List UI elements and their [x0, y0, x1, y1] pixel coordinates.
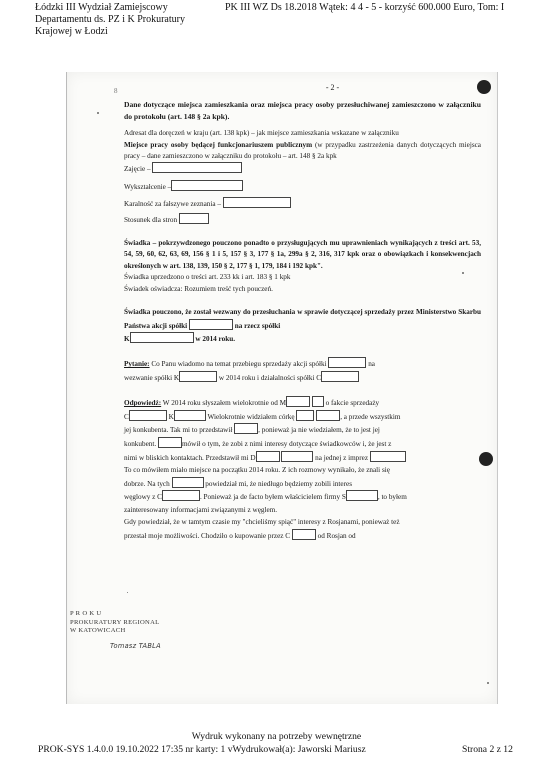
- redaction-box: [129, 410, 167, 421]
- redaction-box: [292, 529, 316, 540]
- redaction-box: [370, 451, 406, 462]
- redaction-box: [174, 410, 206, 421]
- summons-paragraph: Świadka pouczono, że został wezwany do przesłuchania w sprawie dotyczącej sprzedaży przez Ministerstwo Skarbu Państwa akcji spółki na rzecz spółki K w 2014 roku.: [124, 308, 481, 343]
- redaction-box: [234, 423, 258, 434]
- residence-paragraph: Dane dotyczące miejsca zamieszkania oraz miejsca pracy osoby przesłuchiwanej zamieszczono w załączniku do protokołu (art. 148 § 2a kpk).: [124, 100, 481, 121]
- signer-name: Tomasz TABLA: [110, 641, 161, 650]
- redaction-box: [179, 213, 209, 224]
- redaction-box: [286, 396, 310, 407]
- redaction-box: [328, 357, 366, 368]
- field-education: Wykształcenie –: [124, 180, 481, 193]
- delivery-address: Adresat dla doręczeń w kraju (art. 138 kpk) – jak miejsce zamieszkania wskazane w załączniku: [124, 129, 399, 138]
- redaction-box: [158, 437, 182, 448]
- scan-speck: [487, 682, 489, 684]
- answer-paragraph: Odpowiedź: W 2014 roku słyszałem wielokrotnie od M o fakcie sprzedaży C K Wielokrotnie widziałem córkę , a przede wszystkim jej konkubenta. Tak mi to przedstawił , ponieważ ja nie wiedziałem, że to jest jej konkubent. mówił o tym, że zobi z nimi interesy dotyczące świadkowców i, że jest z nimi w bliskich kontaktach. Przedstawił mi D na jednej z imprez To co mówiłem miało miejsce na początku 2014 roku. Z ich rozmowy wynikało, że znali się dobrze. Na tych powiedział mi, że niedługo będziemy zobili interes węglowy z C . Ponieważ ja de facto byłem właścicielem firmy S , to byłem zainteresowany informacjami związanymi z węglem. Gdy powiedział, że w tamtym czasie my "chcieliśmy spiąć" interesy z Rosjanami, ponieważ też przestał moje możliwości. Chodziło o kupowanie przez C od Rosjan od: [124, 396, 481, 543]
- office-line-2: Departamentu ds. PZ i K Prokuratury: [35, 14, 185, 25]
- redaction-box: [281, 451, 313, 462]
- page-counter: Strona 2 z 12: [462, 744, 513, 755]
- field-occupation: Zajęcie –: [124, 162, 481, 175]
- stamp-line-2: PROKURATURY REGIONAL: [70, 618, 160, 626]
- office-line-3: Krajowej w Łodzi: [35, 26, 108, 37]
- field-relation: Stosunek dla stron: [124, 213, 481, 226]
- stamp-line-1: P R O K U: [70, 610, 102, 617]
- rights-paragraph: Świadka – pokrzywdzonego pouczono ponadto o przysługujących mu uprawnieniach wynikających z treści art. 53, 54, 59, 60, 62, 63, 69, 156 § 1 i 5, 157 § 3, 177 § 1a, 299a § 2, 316, 317 kpk oraz o obowiązkach i konsekwencjach określonych w art. 138, 139, 150 § 2, 177 § 1, 179, 184 i 192 kpk".: [124, 239, 481, 270]
- corner-mark: 8: [114, 87, 118, 95]
- redaction-box: [256, 451, 280, 462]
- question-paragraph: Pytanie: Co Panu wiadomo na temat przebiegu sprzedaży akcji spółki na wezwanie spółki K w 2014 roku i działalności spółki C: [124, 357, 481, 384]
- redaction-box: [316, 410, 340, 421]
- page-number: - 2 -: [325, 83, 340, 92]
- field-criminal-record: Karalność za fałszywe zeznania –: [124, 197, 481, 210]
- punch-hole: [479, 452, 493, 466]
- stamp-line-3: W KATOWICACH: [70, 627, 126, 635]
- redaction-box: [179, 371, 217, 382]
- scan-speck: [97, 112, 99, 114]
- redaction-box: [321, 371, 359, 382]
- redaction-box: [130, 332, 194, 343]
- case-header-office: [35, 2, 235, 38]
- scan-speck: [127, 592, 128, 593]
- redaction-box: [189, 319, 233, 330]
- redaction-box: [162, 490, 200, 501]
- prosecutor-stamp: [70, 610, 161, 650]
- redaction-box: [172, 477, 204, 488]
- warning-paragraph: Świadka uprzedzono o treści art. 233 kk i art. 183 § 1 kpk: [124, 273, 291, 282]
- print-note: Wydruk wykonany na potrzeby wewnętrzne: [191, 731, 362, 742]
- redaction-box: [223, 197, 291, 208]
- redaction-box: [312, 396, 324, 407]
- print-metadata: PROK-SYS 1.4.0.0 19.10.2022 17:35 nr karty: 1 vWydrukował(a): Jaworski Mariusz: [38, 744, 366, 755]
- redaction-box: [346, 490, 378, 501]
- print-info: [38, 744, 518, 755]
- witness-statement: Świadek oświadcza: Rozumiem treść tych pouczeń.: [124, 284, 273, 293]
- case-reference: PK III WZ Ds 18.2018 Wątek: 4 4 - 5 - korzyść 600.000 Euro, Tom: I: [225, 2, 505, 13]
- redaction-box: [171, 180, 243, 191]
- protocol-text: [114, 82, 481, 543]
- workplace-paragraph: Miejsce pracy osoby będącej funkcjonariuszem publicznym (w przypadku zastrzeżenia danych dotyczących miejsca pracy – dane zamieszczono w załączniku do protokołu – art. 148 § 2a kpk: [124, 140, 481, 161]
- office-line-1: Łódzki III Wydział Zamiejscowy: [35, 2, 168, 13]
- redaction-box: [152, 162, 242, 173]
- redaction-box: [296, 410, 314, 421]
